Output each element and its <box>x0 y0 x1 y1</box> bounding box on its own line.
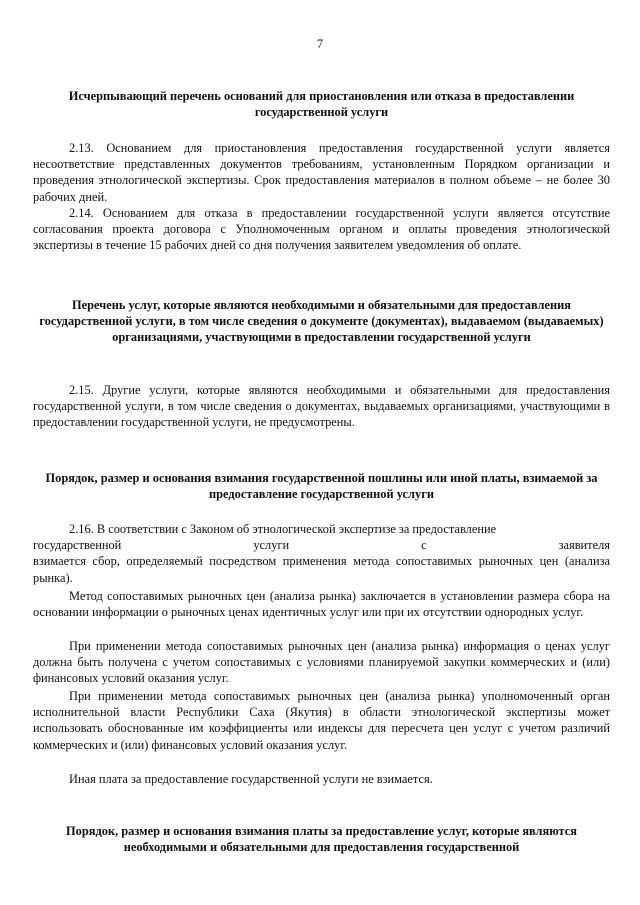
paragraph-2-16-line1: 2.16. В соответствии с Законом об этнологической экспертизе за предоставление <box>69 522 497 536</box>
word: государственной <box>33 538 122 553</box>
paragraph-price-info: При применении метода сопоставимых рыночных цен (анализа рынка) информация о ценах услуг должна быть получена с учетом сопоставимых с условиями планируемой закупки коммерческих и (или) финансовых условий оказания услуг. <box>33 639 610 686</box>
section-heading-state-fee: Порядок, размер и основания взимания государственной пошлины или иной платы, взимаемой за предоставление государственной услуги <box>45 471 598 502</box>
section-heading-grounds-suspension: Исчерпывающий перечень оснований для приостановления или отказа в предоставлении государственной услуги <box>68 89 575 120</box>
paragraph-2-13: 2.13. Основанием для приостановления предоставления государственной услуги является несоответствие представленных документов требованиям, установленным Порядком организации и проведения этнологической экспертизы. Срок предоставления материалов в полном объеме – не более 30 рабочих дней. <box>33 141 610 204</box>
paragraph-2-16 <box>33 521 610 586</box>
word: с <box>421 538 427 553</box>
page-number: 7 <box>316 37 324 51</box>
paragraph-2-16-line2 <box>33 537 610 553</box>
paragraph-coefficients: При применении метода сопоставимых рыночных цен (анализа рынка) уполномоченный орган исполнительной власти Республики Саха (Якутия) в области этнологической экспертизы может использовать обоснованные им коэффициенты или индексы для пересчета цен услуг с учетом различий коммерческих и (или) финансовых условий оказания услуг. <box>33 689 610 752</box>
paragraph-2-14: 2.14. Основанием для отказа в предоставлении государственной услуги является отсутствие согласования проекта договора с Уполномоченным органом и оплаты проведения этнологической экспертизы в течение 15 рабочих дней со дня получения заявителем уведомления об оплате. <box>33 206 610 253</box>
word: заявителя <box>558 538 610 553</box>
word: услуги <box>253 538 290 553</box>
section-heading-required-services: Перечень услуг, которые являются необходимыми и обязательными для предоставления государственной услуги, в том числе сведения о документе (документах), выдаваемом (выдаваемых) организациями, участвующими в предоставлении государственной услуги <box>39 298 604 345</box>
paragraph-2-16-rest: взимается сбор, определяемый посредством применения метода сопоставимых рыночных цен (анализа рынка). <box>33 554 610 585</box>
paragraph-market-method: Метод сопоставимых рыночных цен (анализа рынка) заключается в установлении размера сбора на основании информации о рыночных ценах идентичных услуг или при их отсутствии однородных услуг. <box>33 589 610 620</box>
paragraph-no-other-fee: Иная плата за предоставление государственной услуги не взимается. <box>69 772 433 786</box>
paragraph-2-15: 2.15. Другие услуги, которые являются необходимыми и обязательными для предоставления государственной услуги, в том числе сведения о документах, выдаваемых организациями, участвующими в предоставлении государственной услуги, не предусмотрены. <box>33 383 610 430</box>
section-heading-required-services-fee: Порядок, размер и основания взимания платы за предоставление услуг, которые являются необходимыми и обязательными для предоставления государственной <box>66 824 577 855</box>
